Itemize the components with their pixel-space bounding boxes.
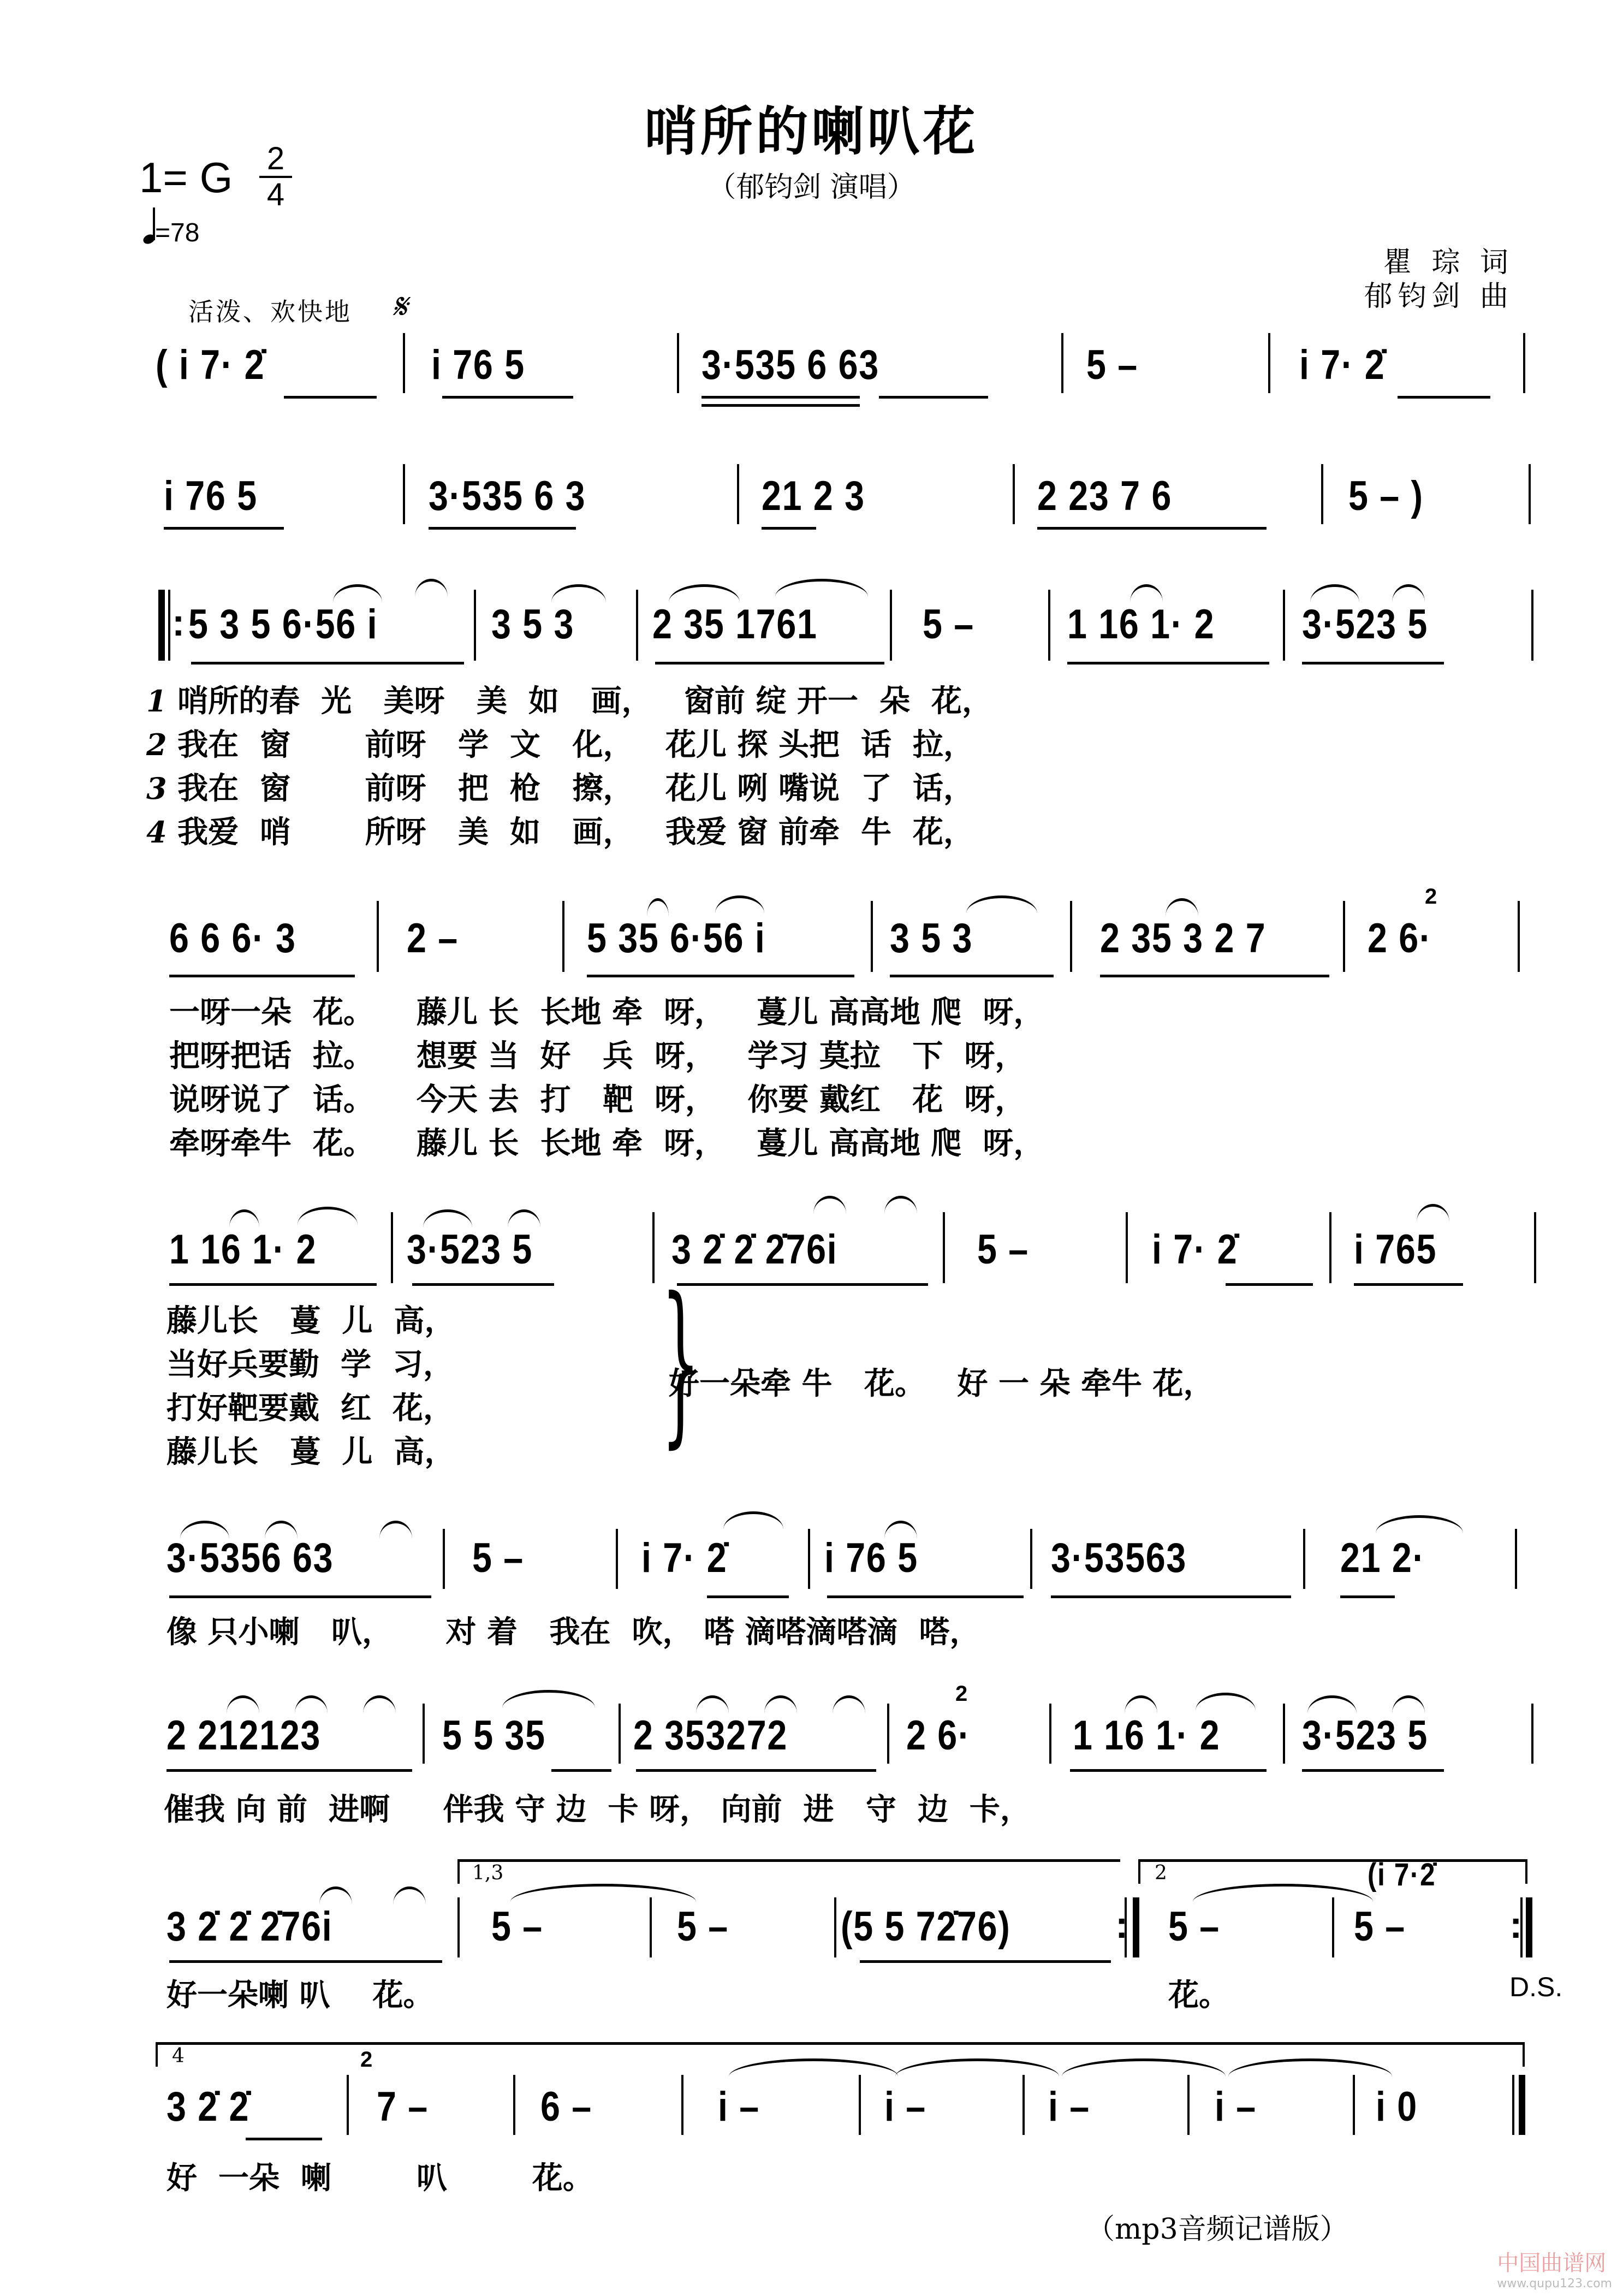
measure: 5 –: [491, 1903, 543, 1950]
measure: 5 –: [472, 1535, 524, 1581]
lyric-verse-4: 藤儿长 蔓 儿 高，: [167, 1434, 455, 1470]
slur: [1307, 1695, 1357, 1713]
measure: 2 –: [407, 915, 459, 962]
measure: 6 6 6· 3: [169, 915, 296, 962]
segno-icon: 𝄋: [392, 287, 407, 327]
measure: i 76 5: [164, 473, 258, 519]
slur: [966, 895, 1037, 913]
measure: 5 –: [1354, 1903, 1406, 1950]
beam: [636, 1769, 876, 1772]
tie: [510, 1884, 696, 1902]
slur: [265, 1521, 298, 1539]
barline: [636, 590, 638, 661]
barline: [1048, 590, 1050, 661]
measure: (5 5 72̇76): [841, 1903, 1011, 1950]
measure: 3 5 3: [491, 601, 575, 648]
beam: [551, 1769, 611, 1772]
measure: 2 353272: [633, 1712, 788, 1759]
beam: [442, 396, 573, 399]
barline: [1353, 2075, 1355, 2135]
slur: [1166, 898, 1198, 916]
barline: [1022, 2075, 1025, 2135]
beam: [1302, 1769, 1444, 1772]
ds-marking: D.S.: [1509, 1972, 1563, 2002]
beam: [1302, 662, 1444, 665]
verse-brace: }: [661, 1261, 700, 1464]
beam: [890, 975, 1054, 977]
measure: 3·535 6 63: [701, 342, 879, 388]
pickup-notes: (i 7·2̇: [1368, 1857, 1436, 1892]
barline: [474, 590, 476, 661]
time-signature: [259, 143, 292, 211]
measure: i 76 5: [824, 1535, 918, 1581]
beam: [587, 975, 854, 977]
slur: [379, 1521, 412, 1539]
barline: [943, 1212, 945, 1283]
lyric-verse-2: 把呀把话 拉。 想要 当 好 兵 呀， 学习 莫拉 下 呀，: [169, 1039, 1026, 1074]
lyric-verse-3: 3 我在 窗 前呀 把 枪 擦， 花儿 咧 嘴说 了 话，: [146, 771, 974, 806]
final-barline: [1519, 2075, 1525, 2135]
barline: [513, 2075, 515, 2135]
lyric-verse-2: 2 我在 窗 前呀 学 文 化， 花儿 探 头把 话 拉，: [146, 727, 974, 763]
song-title: 哨所的喇叭花: [644, 101, 979, 162]
key-signature: 1= G: [139, 153, 233, 201]
barline: [1070, 901, 1072, 972]
barline: [1126, 1212, 1128, 1283]
measure: i 7· 2̇: [1152, 1226, 1238, 1273]
slur: [319, 1886, 352, 1905]
staff-row-8: [0, 1846, 1623, 2013]
measure: 3·53563: [1051, 1535, 1187, 1581]
barline: [1283, 1704, 1285, 1764]
barline: [887, 1704, 889, 1764]
measure: 3·523 5: [1302, 1712, 1429, 1759]
beam: [677, 1283, 928, 1286]
slur: [833, 1695, 865, 1713]
repeat-dots: :: [172, 601, 185, 644]
barline: [1283, 590, 1285, 661]
measure: i 0: [1376, 2084, 1418, 2130]
slur: [715, 895, 764, 913]
measure: 5 35 6·56 i: [587, 915, 766, 962]
slur: [669, 584, 740, 602]
staff-row-7: [0, 1682, 1623, 1828]
measure: i 76 5: [431, 342, 525, 388]
lyric-line: 好一朵喇 叭 花。: [167, 1978, 434, 2013]
lyric-line: 花。: [1168, 1978, 1229, 2013]
beam: [1354, 1283, 1463, 1286]
beam: [1051, 1595, 1291, 1598]
barline: [443, 1529, 445, 1589]
slur: [696, 1695, 729, 1713]
slur: [295, 1695, 328, 1713]
beam: [1070, 1769, 1267, 1772]
staff-row-6: [0, 1502, 1623, 1650]
measure: 5 3 5 6·56 i: [188, 601, 378, 648]
measure: 5 –: [677, 1903, 729, 1950]
barline: [423, 1704, 425, 1764]
measure: 3·523 5: [1302, 601, 1429, 648]
measure: 3 5 3: [890, 915, 973, 962]
slur: [1392, 1695, 1425, 1713]
slur: [884, 1521, 917, 1539]
slur: [1125, 1695, 1157, 1713]
barline: [619, 1704, 621, 1764]
barline: [347, 2075, 349, 2135]
measure: 1 16 1· 2: [1073, 1712, 1221, 1759]
beam: [246, 2138, 322, 2140]
barline: [1321, 464, 1323, 524]
measure: 5 – ): [1348, 473, 1424, 519]
barline: [1343, 901, 1345, 972]
beam: [429, 527, 576, 530]
beam: [762, 527, 816, 530]
slur: [884, 1196, 917, 1214]
barline: [1013, 464, 1015, 524]
composer: 郁钧剑 曲: [1364, 280, 1514, 313]
beam: [1398, 396, 1490, 399]
volta-label: 2: [1155, 1862, 1167, 1884]
staff-row-3: [0, 568, 1623, 863]
barline: [1030, 1529, 1032, 1589]
barline: [737, 464, 739, 524]
beam: [169, 975, 355, 977]
barline: [1512, 2075, 1514, 2135]
barline: [1531, 1704, 1533, 1764]
measure: 5 –: [923, 601, 974, 648]
barline: [677, 333, 679, 393]
lyric-line: 好 一朵 喇 叭 花。: [167, 2161, 593, 2196]
slur: [775, 579, 868, 597]
barline: [403, 464, 405, 524]
barline: [1529, 464, 1531, 524]
watermark-text: 中国曲谱网: [1497, 2251, 1607, 2276]
beam: [827, 1595, 1024, 1598]
beam: [191, 662, 464, 665]
repeat-dots: :: [1509, 1903, 1523, 1946]
grace-note: 2: [1425, 885, 1437, 909]
time-numerator: 2: [266, 141, 285, 176]
barline: [457, 1897, 460, 1957]
beam: [1226, 1283, 1313, 1286]
barline: [1523, 333, 1525, 393]
slur: [647, 898, 669, 916]
measure: i –: [1215, 2084, 1257, 2130]
measure: 7 –: [377, 2084, 429, 2130]
slur: [1417, 1204, 1449, 1222]
slur: [723, 1511, 783, 1529]
barline: [1061, 333, 1063, 393]
beam: [701, 404, 860, 407]
barline: [650, 1897, 652, 1957]
slur: [1196, 1693, 1256, 1711]
lyric-verse-4: 牵呀牵牛 花。 藤儿 长 长地 牵 呀， 蔓儿 高高地 爬 呀，: [169, 1126, 1044, 1161]
barline: [616, 1529, 618, 1589]
tempo-value: =78: [155, 218, 200, 247]
credits: [1364, 246, 1514, 313]
beam: [655, 662, 884, 665]
measure: 1 16 1· 2: [1067, 601, 1215, 648]
transcription-note: （mp3音频记谱版）: [1086, 2213, 1348, 2246]
staff-row-2: [0, 453, 1623, 541]
lyric-verse-3: 说呀说了 话。 今天 去 打 靶 呀， 你要 戴红 花 呀，: [169, 1082, 1026, 1118]
barline: [1531, 590, 1533, 661]
beam: [169, 1283, 377, 1286]
time-denominator: 4: [266, 177, 285, 212]
slur: [1392, 584, 1425, 602]
barline: [681, 2075, 683, 2135]
staff-row-1: [0, 333, 1623, 420]
measure: 2 23 7 6: [1037, 473, 1173, 519]
barline: [1049, 1704, 1051, 1764]
slur: [227, 1695, 259, 1713]
barline: [1518, 901, 1520, 972]
beam: [1100, 975, 1329, 977]
lyric-line: 催我 向 前 进啊 伴我 守 边 卡 呀， 向前 进 守 边 卡，: [164, 1792, 1031, 1828]
watermark-url: www.qupu123.com: [1497, 2277, 1612, 2291]
barline: [168, 590, 170, 661]
barline: [391, 1212, 393, 1283]
expression-marking: 活泼、欢快地: [188, 297, 352, 327]
barline: [808, 1529, 810, 1589]
slur: [764, 1695, 797, 1713]
measure: 5 –: [1086, 342, 1138, 388]
grace-note: 2: [955, 1682, 968, 1706]
barline: [890, 590, 892, 661]
lyric-verse-1: 藤儿长 蔓 儿 高，: [167, 1303, 455, 1339]
beam: [860, 1960, 1111, 1963]
slur: [180, 1521, 229, 1539]
measure: 21 2·: [1340, 1535, 1425, 1581]
slur: [229, 1209, 259, 1227]
lyric-verse-2: 当好兵要勤 学 习，: [167, 1347, 454, 1383]
staff-row-5: [0, 1196, 1623, 1480]
measure: 2 6·: [1368, 915, 1432, 962]
slur: [1130, 584, 1163, 602]
repeat-end-barline: [1133, 1897, 1139, 1957]
beam: [879, 396, 988, 399]
beam: [1037, 527, 1267, 530]
barline: [871, 901, 873, 972]
measure: 5 5 35: [442, 1712, 546, 1759]
measure: 3·523 5: [407, 1226, 533, 1273]
measure: i –: [718, 2084, 760, 2130]
slur: [423, 1209, 472, 1227]
measure: 5 –: [1168, 1903, 1220, 1950]
site-watermark: [1497, 2246, 1612, 2291]
tempo-marking: [143, 207, 199, 248]
barline: [1332, 1897, 1334, 1957]
slur: [363, 1695, 396, 1713]
barline: [859, 2075, 861, 2135]
barline: [377, 901, 379, 972]
measure: 6 –: [540, 2084, 592, 2130]
lyric-verse-1: 1 哨所的春 光 美呀 美 如 画， 窗前 绽 开一 朵 花，: [146, 684, 992, 719]
measure: 2 212123: [167, 1712, 322, 1759]
measure: 3 2̇ 2̇: [167, 2084, 250, 2130]
staff-row-4: [0, 885, 1623, 1174]
barline: [1303, 1529, 1305, 1589]
repeat-end-barline: [1526, 1897, 1532, 1957]
slur: [333, 584, 382, 602]
beam: [1340, 1595, 1395, 1598]
volta-label: 1,3: [472, 1862, 504, 1884]
lyricist: 瞿 琮 词: [1383, 246, 1514, 279]
measure: 2 35 3 2 7: [1100, 915, 1267, 962]
beam: [707, 1595, 789, 1598]
staff-row-9: [0, 2020, 1623, 2200]
barline: [1515, 1529, 1517, 1589]
refrain-lyric: 好一朵牵 牛 花。 好 一 朵 牵牛 花，: [669, 1366, 1214, 1402]
slur: [1376, 1515, 1463, 1533]
measure: 3 2̇ 2̇ 2̇76i: [167, 1903, 333, 1950]
barline: [834, 1897, 836, 1957]
lyric-verse-4: 4 我爱 哨 所呀 美 如 画， 我爱 窗 前牵 牛 花，: [146, 815, 974, 850]
measure: i –: [884, 2084, 926, 2130]
measure: i 765: [1354, 1226, 1437, 1273]
beam: [284, 396, 377, 399]
barline: [652, 1212, 655, 1283]
slur: [393, 1886, 426, 1905]
lyric-verse-1: 一呀一朵 花。 藤儿 长 长地 牵 呀， 蔓儿 高高地 爬 呀，: [169, 995, 1044, 1030]
measure: 2 6·: [906, 1712, 971, 1759]
slur: [415, 579, 448, 597]
slur: [551, 584, 606, 602]
beam: [412, 1283, 554, 1286]
slur: [1310, 584, 1359, 602]
measure: ( i 7· 2̇: [156, 342, 265, 388]
barline: [1187, 2075, 1190, 2135]
tie: [1193, 1884, 1373, 1902]
volta-bracket-1-3: [457, 1859, 1120, 1884]
measure: i 7· 2̇: [641, 1535, 728, 1581]
lyric-verse-3: 打好靶要戴 红 花，: [167, 1391, 454, 1426]
performer-subtitle: （郁钧剑 演唱）: [708, 171, 915, 204]
lyric-line: 像 只小喇 叭， 对 着 我在 吹， 嗒 滴嗒滴嗒滴 嗒，: [167, 1615, 980, 1650]
measure: 1 16 1· 2: [169, 1226, 317, 1273]
measure: i –: [1048, 2084, 1090, 2130]
slur: [502, 1690, 595, 1708]
barline: [1268, 333, 1270, 393]
barline: [403, 333, 405, 393]
beam: [1067, 662, 1269, 665]
measure: 21 2 3: [762, 473, 865, 519]
measure: 3 2̇ 2̇ 2̇76i: [671, 1226, 838, 1273]
measure: 2 35 1761: [652, 601, 818, 648]
repeat-dots: :: [1115, 1903, 1128, 1946]
slur: [508, 1209, 540, 1227]
measure: 3·5356 63: [167, 1535, 334, 1581]
repeat-start-barline: [158, 590, 165, 661]
beam: [169, 1960, 442, 1963]
beam: [169, 1595, 431, 1598]
grace-note: 2: [360, 2048, 373, 2072]
barline: [562, 901, 564, 972]
volta-label: 4: [172, 2045, 185, 2067]
slur: [813, 1196, 846, 1214]
barline: [1329, 1212, 1331, 1283]
measure: i 7· 2̇: [1299, 342, 1386, 388]
barline: [1534, 1212, 1536, 1283]
volta-bracket-2: [1138, 1859, 1527, 1884]
measure: 5 –: [977, 1226, 1029, 1273]
measure: 3·535 6 3: [429, 473, 586, 519]
slur: [298, 1207, 358, 1225]
beam: [701, 396, 860, 399]
beam: [167, 1769, 412, 1772]
beam: [164, 527, 284, 530]
